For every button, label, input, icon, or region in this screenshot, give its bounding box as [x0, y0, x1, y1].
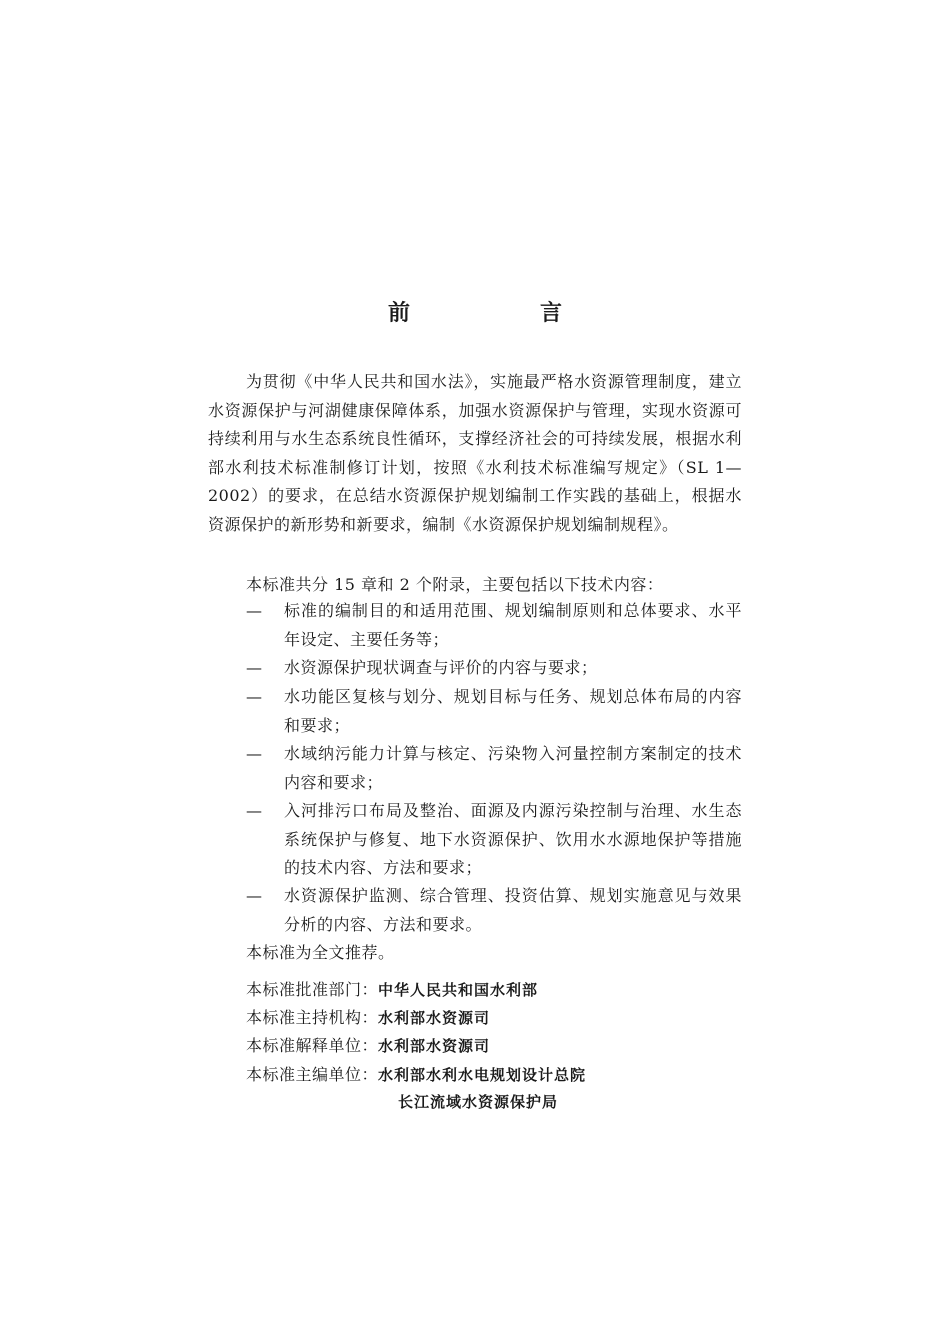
- list-dash: —: [246, 801, 262, 820]
- meta-value: 水利部水资源司: [378, 1009, 491, 1027]
- list-item: [246, 683, 742, 740]
- list-item: [246, 597, 742, 654]
- intro-paragraph: 为贯彻《中华人民共和国水法》，实施最严格水资源管理制度，建立水资源保护与河湖健康保障体系，加强水资源保护与管理，实现水资源可持续利用与水生态系统良性循环，支撑经济社会的可持续发展，根据水利部水利技术标准制修订计划，按照《水利技术标准编写规定》（SL 1—2002）的要求，在总结水资源保护规划编制工作实践的基础上，根据水资源保护的新形势和新要求，编制《水资源保护规划编制规程》。: [208, 372, 742, 534]
- meta-label: 本标准主编单位：: [246, 1065, 379, 1084]
- meta-row-chief-editor: [246, 1062, 586, 1085]
- list-dash: —: [246, 744, 262, 763]
- meta-chief-editor-continuation: 长江流域水资源保护局: [398, 1093, 559, 1111]
- chapters-line: 本标准共分 15 章和 2 个附录，主要包括以下技术内容：: [246, 575, 664, 594]
- list-item-text: 水域纳污能力计算与核定、污染物入河量控制方案制定的技术内容和要求；: [284, 744, 742, 792]
- list-item: [246, 654, 742, 683]
- meta-value: 水利部水资源司: [378, 1037, 491, 1055]
- meta-value: 水利部水利水电规划设计总院: [378, 1066, 587, 1084]
- list-dash: —: [246, 886, 262, 905]
- list-dash: —: [246, 658, 262, 677]
- list-item-text: 标准的编制目的和适用范围、规划编制原则和总体要求、水平年设定、主要任务等；: [284, 601, 742, 649]
- list-item-text: 水资源保护现状调查与评价的内容与要求；: [284, 658, 598, 677]
- meta-row-host: [246, 1005, 490, 1028]
- list-item: [246, 882, 742, 939]
- list-item-text: 水功能区复核与划分、规划目标与任务、规划总体布局的内容和要求；: [284, 687, 742, 735]
- meta-label: 本标准批准部门：: [246, 980, 379, 999]
- list-dash: —: [246, 601, 262, 620]
- list-item: [246, 797, 742, 883]
- list-item-text: 入河排污口布局及整治、面源及内源污染控制与治理、水生态系统保护与修复、地下水资源保护、饮用水水源地保护等措施的技术内容、方法和要求；: [284, 801, 742, 878]
- meta-label: 本标准解释单位：: [246, 1036, 379, 1055]
- list-item: [246, 740, 742, 797]
- meta-row-approval: [246, 977, 538, 1000]
- meta-row-interpretation: [246, 1033, 490, 1056]
- meta-value: 中华人民共和国水利部: [378, 981, 539, 999]
- list-dash: —: [246, 687, 262, 706]
- recommend-line: 本标准为全文推荐。: [246, 943, 395, 962]
- page-title: 前 言: [387, 301, 616, 326]
- meta-label: 本标准主持机构：: [246, 1008, 379, 1027]
- list-item-text: 水资源保护监测、综合管理、投资估算、规划实施意见与效果分析的内容、方法和要求。: [284, 886, 742, 934]
